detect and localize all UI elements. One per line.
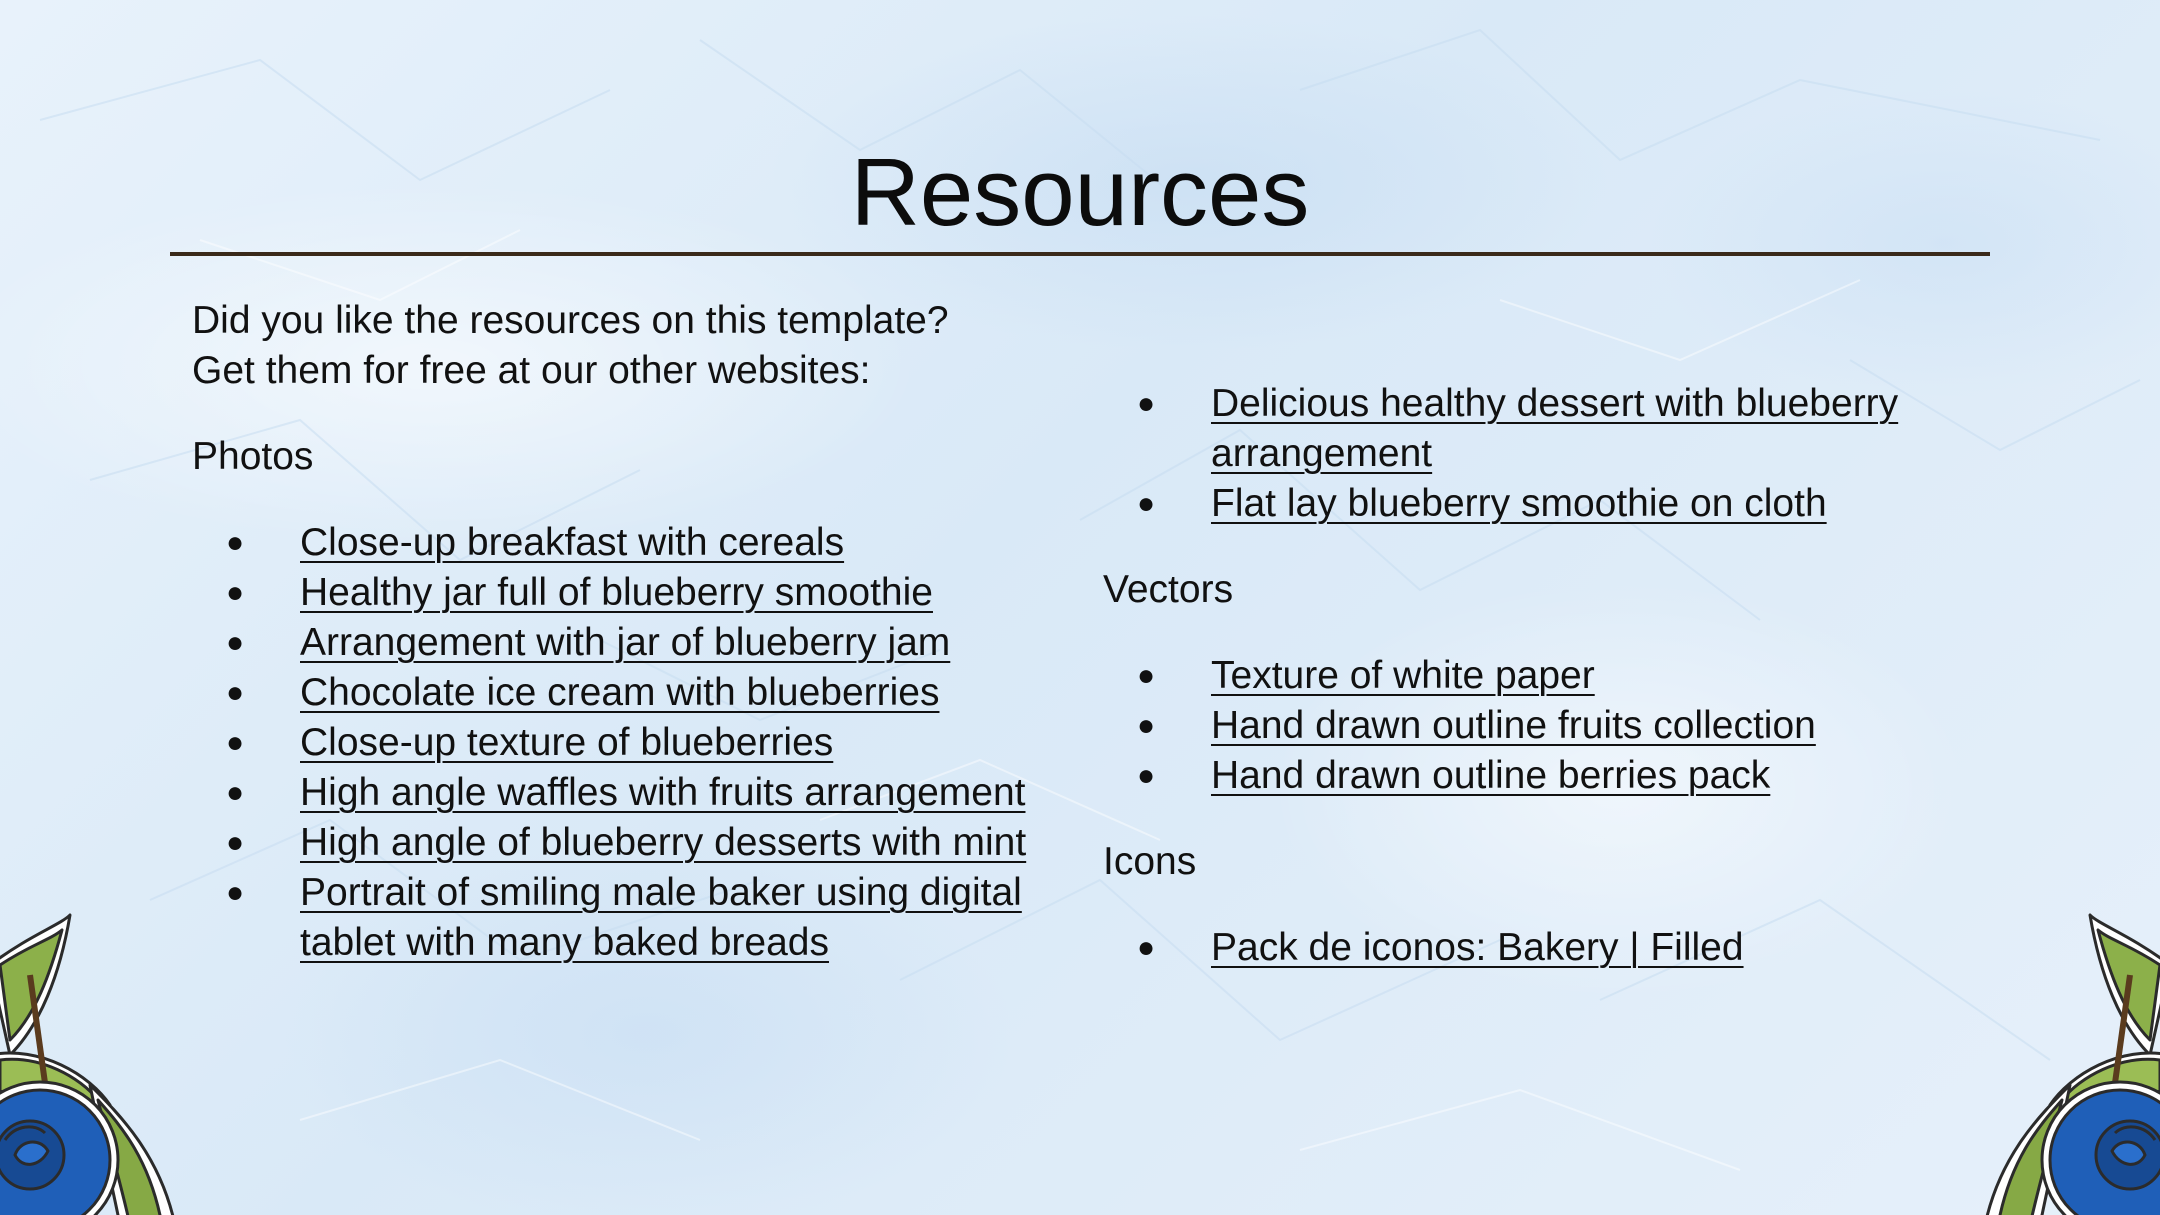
photo-link[interactable]: High angle waffles with fruits arrangement — [300, 771, 1026, 814]
list-item — [1103, 751, 1983, 801]
bullet-icon: ● — [226, 626, 245, 659]
bullet-icon: ● — [1137, 759, 1156, 792]
photo-link[interactable]: Flat lay blueberry smoothie on cloth — [1211, 482, 1827, 525]
photos-list-continued — [1103, 379, 1983, 529]
photo-link[interactable]: High angle of blueberry desserts with mint — [300, 821, 1027, 864]
list-item — [192, 568, 1072, 618]
list-item — [1103, 479, 1983, 529]
icons-list — [1103, 923, 1983, 973]
photo-link[interactable]: Arrangement with jar of blueberry jam — [300, 621, 951, 664]
list-item — [192, 818, 1072, 868]
vector-link[interactable]: Hand drawn outline berries pack — [1211, 754, 1771, 797]
vector-link[interactable]: Texture of white paper — [1211, 654, 1595, 697]
bullet-icon: ● — [226, 526, 245, 559]
bullet-icon: ● — [1137, 709, 1156, 742]
vectors-list — [1103, 651, 1983, 801]
intro-line-2: Get them for free at our other websites: — [192, 349, 871, 392]
blueberry-branch-icon — [1960, 855, 2160, 1215]
photos-list — [192, 518, 1072, 968]
list-item — [192, 718, 1072, 768]
right-column — [1103, 379, 1983, 973]
bullet-icon: ● — [226, 826, 245, 859]
list-item — [192, 668, 1072, 718]
section-label-icons: Icons — [1103, 840, 1197, 883]
bullet-icon: ● — [1137, 931, 1156, 964]
left-column — [192, 296, 1072, 968]
bullet-icon: ● — [1137, 387, 1156, 420]
photo-link[interactable]: Chocolate ice cream with blueberries — [300, 671, 940, 714]
list-item — [192, 618, 1072, 668]
bullet-icon: ● — [1137, 487, 1156, 520]
list-item — [192, 768, 1072, 818]
section-label-photos: Photos — [192, 435, 314, 478]
list-item — [1103, 923, 1983, 973]
bullet-icon: ● — [226, 876, 245, 909]
photo-link[interactable]: Close-up texture of blueberries — [300, 721, 834, 764]
intro-text — [192, 296, 1072, 396]
bullet-icon: ● — [226, 676, 245, 709]
list-item — [192, 518, 1072, 568]
list-item — [192, 868, 1072, 968]
list-item — [1103, 379, 1983, 479]
bullet-icon: ● — [1137, 659, 1156, 692]
blueberry-branch-icon — [0, 855, 200, 1215]
list-item — [1103, 651, 1983, 701]
section-label-vectors: Vectors — [1103, 568, 1234, 611]
photo-link[interactable]: Portrait of smiling male baker using digital tablet with many baked breads — [300, 871, 1022, 964]
photo-link[interactable]: Delicious healthy dessert with blueberry arrangement — [1211, 382, 1899, 475]
photo-link[interactable]: Close-up breakfast with cereals — [300, 521, 845, 564]
title-divider — [170, 252, 1990, 256]
page-title: Resources — [850, 139, 1310, 246]
icon-pack-link[interactable]: Pack de iconos: Bakery | Filled — [1211, 926, 1744, 969]
photo-link[interactable]: Healthy jar full of blueberry smoothie — [300, 571, 933, 614]
vector-link[interactable]: Hand drawn outline fruits collection — [1211, 704, 1816, 747]
list-item — [1103, 701, 1983, 751]
bullet-icon: ● — [226, 776, 245, 809]
bullet-icon: ● — [226, 726, 245, 759]
bullet-icon: ● — [226, 576, 245, 609]
intro-line-1: Did you like the resources on this template? — [192, 299, 949, 342]
